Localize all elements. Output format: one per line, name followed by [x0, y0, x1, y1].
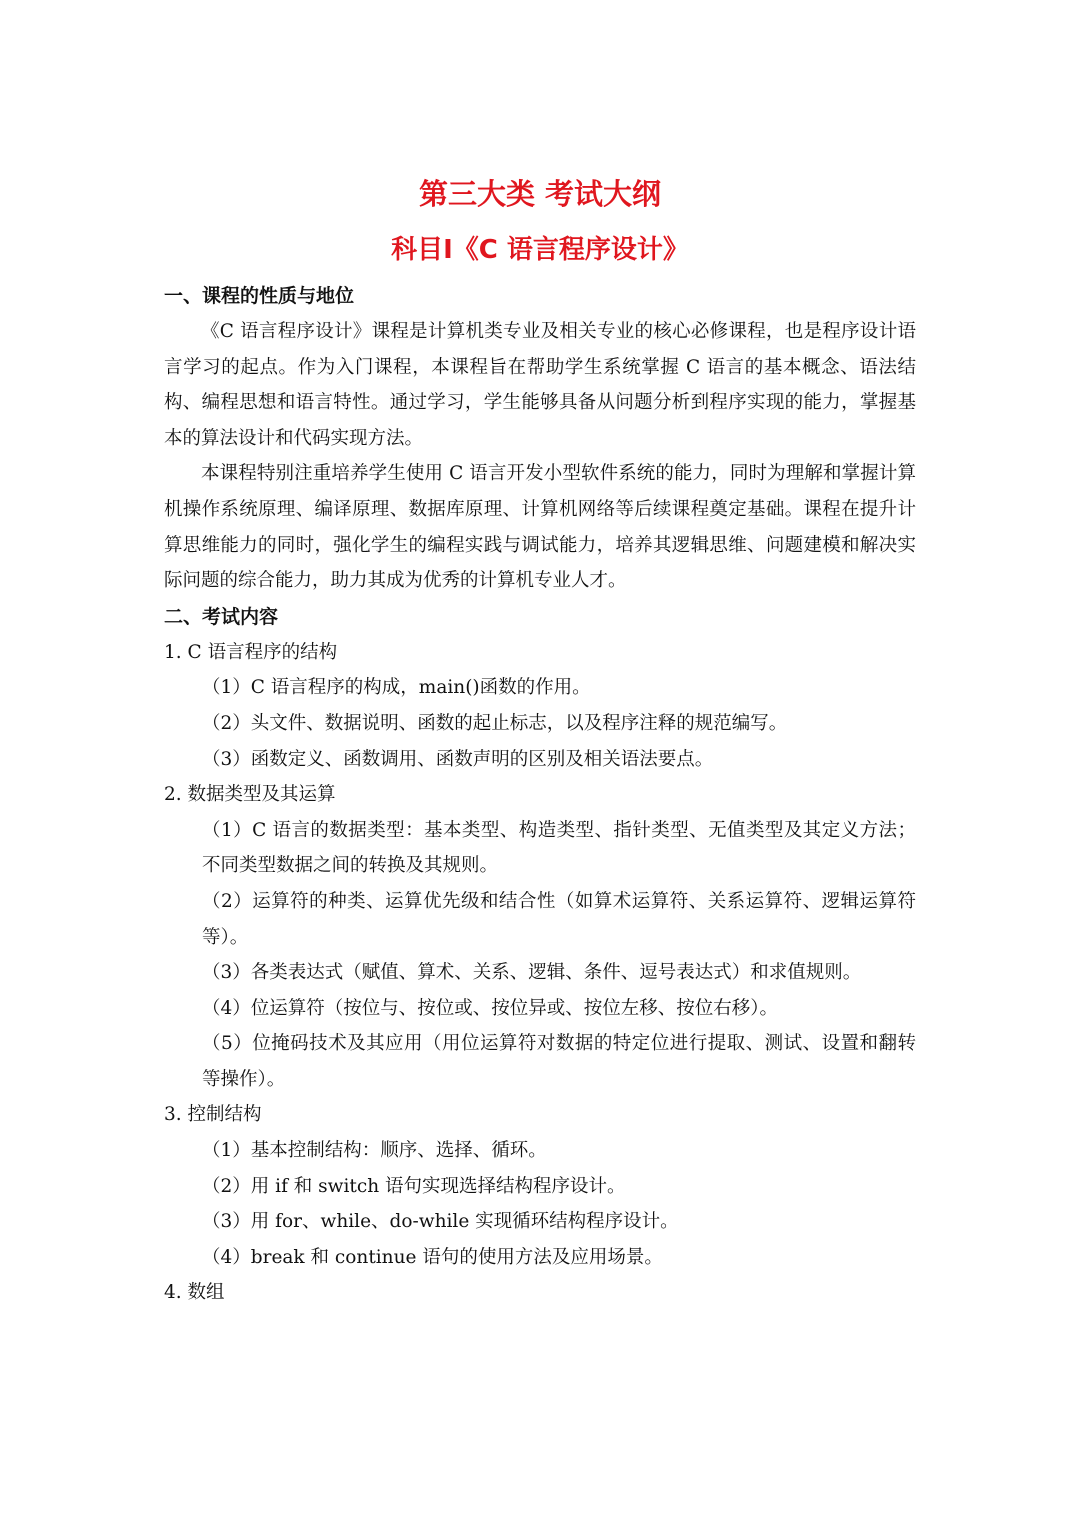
sub-item: （3）用 for、while、do-while 实现循环结构程序设计。 [202, 1211, 679, 1233]
sub-item: （1）C 语言程序的构成，main()函数的作用。 [202, 677, 591, 699]
section-heading: 一、课程的性质与地位 [164, 285, 355, 307]
sub-item: （1）基本控制结构：顺序、选择、循环。 [202, 1140, 547, 1162]
sub-item: （4）break 和 continue 语句的使用方法及应用场景。 [202, 1246, 663, 1268]
paragraph: 《C 语言程序设计》课程是计算机类专业及相关专业的核心必修课程，也是程序设计语言学习的起点。作为入门课程，本课程旨在帮助学生系统掌握 C 语言的基本概念、语法结构、编程思想和语言特性。通过学习，学生能够具备从问题分析到程序实现的能力，掌握基本的算法设计和代码实现方法。 [164, 321, 916, 449]
subject-title: 科目Ⅰ《C 语言程序设计》 [391, 235, 689, 265]
sub-item: （2）头文件、数据说明、函数的起止标志，以及程序注释的规范编写。 [202, 712, 788, 734]
item-title: 1. C 语言程序的结构 [164, 641, 338, 663]
list-item [164, 1097, 916, 1275]
sub-item: （1）C 语言的数据类型：基本类型、构造类型、指针类型、无值类型及其定义方法；不同类型数据之间的转换及其规则。 [202, 819, 916, 877]
document-body [164, 278, 916, 1311]
sub-item: （2）用 if 和 switch 语句实现选择结构程序设计。 [202, 1175, 626, 1197]
sub-item: （3）各类表达式（赋值、算术、关系、逻辑、条件、逗号表达式）和求值规则。 [202, 962, 862, 984]
sub-item: （3）函数定义、函数调用、函数声明的区别及相关语法要点。 [202, 748, 714, 770]
sub-item: （5）位掩码技术及其应用（用位运算符对数据的特定位进行提取、测试、设置和翻转等操作）。 [202, 1033, 916, 1090]
document-title: 第三大类 考试大纲 [418, 177, 662, 211]
item-title: 4. 数组 [164, 1282, 225, 1304]
sub-item: （2）运算符的种类、运算优先级和结合性（如算术运算符、关系运算符、逻辑运算符等）。 [202, 890, 916, 948]
paragraph: 本课程特别注重培养学生使用 C 语言开发小型软件系统的能力，同时为理解和掌握计算机操作系统原理、编译原理、数据库原理、计算机网络等后续课程奠定基础。课程在提升计算思维能力的同时，强化学生的编程实践与调试能力，培养其逻辑思维、问题建模和解决实际问题的综合能力，助力其成为优秀的计算机专业人才。 [164, 463, 916, 592]
list-item [164, 635, 916, 777]
section-exam-content [164, 599, 916, 1311]
section-course-nature [164, 278, 916, 599]
section-heading: 二、考试内容 [164, 605, 279, 628]
sub-item: （4）位运算符（按位与、按位或、按位异或、按位左移、按位右移）。 [202, 997, 779, 1019]
item-title: 2. 数据类型及其运算 [164, 784, 336, 806]
list-item [164, 1275, 916, 1311]
item-title: 3. 控制结构 [164, 1104, 262, 1126]
list-item [164, 777, 916, 1097]
